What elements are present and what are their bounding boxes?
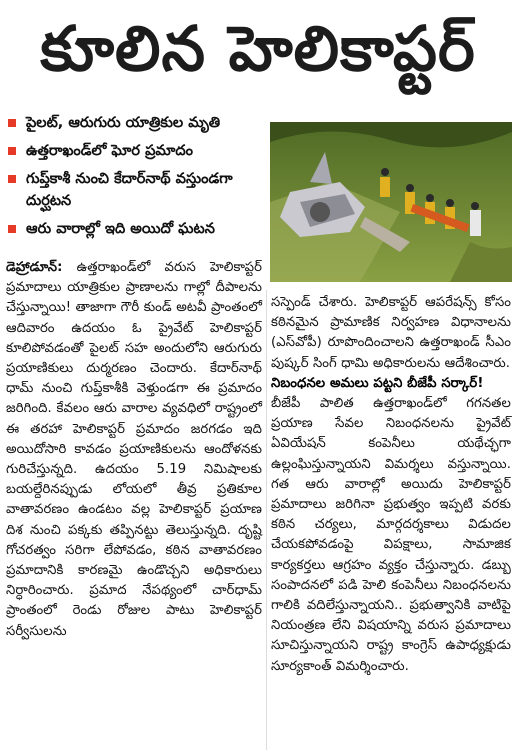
- red-square-icon: [8, 225, 16, 233]
- paragraph-text: ఉత్తరాఖండ్‌లో వరుస హెలికాప్టర్ ప్రమాదాలు యాత్రికుల ప్రాణాలను గాల్లో దీపాలను చేస్తున్నాయి! తాజాగా గౌరీ కుండ్ అటవీ ప్రాంతంలో ఆదివారం ఉదయం ఓ ప్రైవేట్ హెలికాప్టర్ కూలిపోవడంతో పైలట్ సహ అందులోని ఆరుగురు ప్రయాణికులు దుర్మరణం చెందారు. కేదార్‌నాథ్ ధామ్ నుంచి గుప్త్‌కాశీకి వెళ్తుండగా ఈ ప్రమాదం జరిగింది. కేవలం ఆరు వారాల వ్యవధిలో రాష్ట్రంలో ఈ తరహా హెలికాప్టర్ ప్రమాదం జరగడం ఇది అయిదోసారి కావడం ప్రయాణికులను ఆందోళనకు గురిచేస్తున్నది. ఉదయం 5.19 నిమిషాలకు బయల్దేరినప్పుడు లోయలో తీవ్ర ప్రతికూల వాతావరణం ఉండటం వల్ల హెలికాప్టర్ ప్రయాణ దిశ నుంచి పక్కకు తప్పినట్టు తెలుస్తున్నది. దృష్టి గోచరత్వం సరిగా లేపోవడం, కఠిన వాతావరణం ప్రమాదానికి కారణమై ఉండొచ్చని అధికారులు నిర్ధారించారు. ప్రమాద నేపథ్యంలో చార్‌ధామ్ ప్రాంతంలో రెండు రోజుల పాటు హెలికాప్టర్ సర్వీసులను: [6, 260, 263, 639]
- headline: కూలిన హెలికాప్టర్: [40, 12, 476, 85]
- bullet-item: [4, 218, 266, 240]
- article-subheading: నిబంధనల అమలు పట్టని బీజేపీ సర్కార్!: [271, 375, 484, 391]
- highlight-bullets: [4, 112, 266, 246]
- article-paragraph: సస్పెండ్ చేశారు. హెలికాప్టర్ ఆపరేషన్స్ కోసం కఠినమైన ప్రామాణిక నిర్వహణ విధానాలను (ఎస్‌వోపీ) రూపొందించాలని ఉత్తరాఖండ్ సీఎం పుష్కర్ సింగ్ ధామి అధికారులను ఆదేశించారు.: [271, 295, 511, 371]
- red-square-icon: [8, 147, 16, 155]
- bullet-text: ఉత్తరాఖండ్‌లో ఘోర ప్రమాదం: [26, 143, 193, 159]
- bullet-item: [4, 112, 266, 134]
- bullet-text: పైలట్, ఆరుగురు యాత్రికుల మృతి: [26, 115, 221, 131]
- red-square-icon: [8, 175, 16, 183]
- article-column-2: [271, 293, 511, 677]
- bullet-text: ఆరు వారాల్లో ఇది అయిదో ఘటన: [26, 221, 215, 237]
- column-divider: [266, 290, 267, 750]
- red-square-icon: [8, 119, 16, 127]
- dateline: డెహ్రాడూన్:: [6, 260, 63, 275]
- helicopter-crash-photo: [270, 122, 512, 282]
- article-paragraph: [6, 258, 262, 642]
- article-paragraph: బీజేపీ పాలిత ఉత్తరాఖండ్‌లో గగనతల ప్రయాణ సేవల నిబంధనలను ప్రైవేట్ ఏవియేషన్ కంపెనీలు యథేచ్ఛగా ఉల్లంఘిస్తున్నాయని విమర్శలు వస్తున్నాయి. గత ఆరు వారాల్లో అయిదు హెలికాప్టర్ ప్రమాదాలు జరిగినా ప్రభుత్వం ఇప్పటి వరకు కఠిన చర్యలు, మార్గదర్శకాలు విడుదల చేయకపోవడంపై విపక్షాలు, సామాజిక కార్యకర్తలు ఆగ్రహం వ్యక్తం చేస్తున్నారు. డబ్బు సంపాదనలో పడి హెలి కంపెనీలు నిబంధనలను గాలికి వదిలేస్తున్నాయని.. ప్రభుత్వానికి వాటిపై నియంత్రణ లేని విషయాన్ని వరుస ప్రమాదాలు సూచిస్తున్నాయని రాష్ట్ర కాంగ్రెస్ ఉపాధ్యక్షుడు సూర్యకాంత్ విమర్శించారు.: [271, 396, 511, 674]
- bullet-item: [4, 168, 266, 212]
- bullet-text: గుప్త్‌కాశీ నుంచి కేదార్‌నాథ్ వస్తుండగా దుర్ఘటన: [26, 171, 233, 209]
- article-column-1: [6, 258, 262, 642]
- bullet-item: [4, 140, 266, 162]
